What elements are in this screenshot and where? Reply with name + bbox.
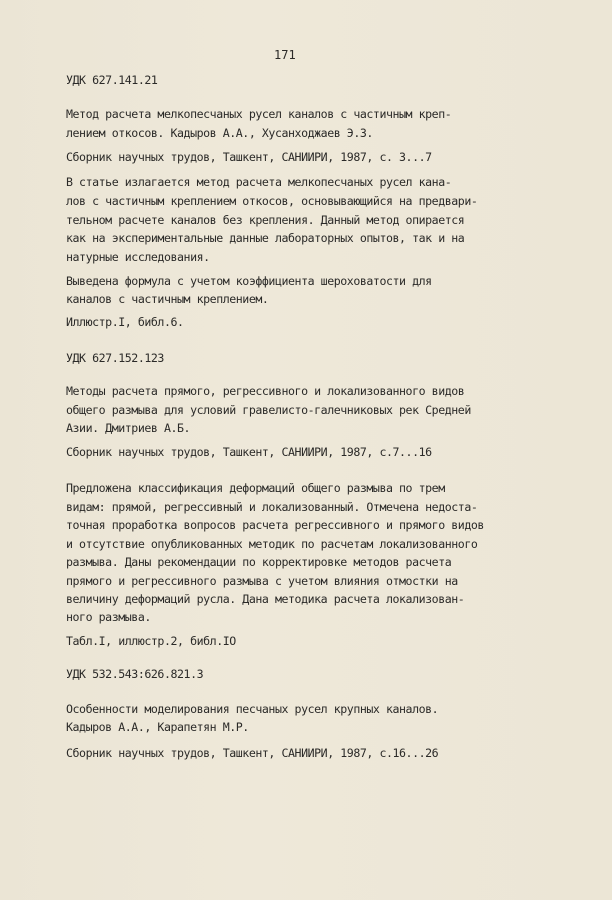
title-line: Особенности моделирования песчаных русел крупных каналов. <box>66 702 439 716</box>
abstract-line: Предложена классификация деформаций общего размыва по трем <box>66 481 445 495</box>
source-line: Сборник научных трудов, Ташкент, САНИИРИ, 1987, с.7...16 <box>66 445 432 459</box>
abstract-line: прямого и регрессивного размыва с учетом влияния отмостки на <box>66 574 458 588</box>
abstract-line: размыва. Даны рекомендации по корректировке методов расчета <box>66 555 452 569</box>
biblio-line: Иллюстр.I, библ.6. <box>66 315 184 329</box>
title-line: Азии. Дмитриев А.Б. <box>66 421 191 435</box>
udc-code: УДК 627.152.123 <box>66 351 164 365</box>
abstract-line: натурные исследования. <box>66 250 210 264</box>
abstract-line: В статье излагается метод расчета мелкопесчаных русел кана- <box>66 175 452 189</box>
udc-code: УДК 532.543:626.821.3 <box>66 667 204 681</box>
source-line: Сборник научных трудов, Ташкент, САНИИРИ, 1987, с.16...26 <box>66 746 439 760</box>
abstract-line: видам: прямой, регрессивный и локализованный. Отмечена недоста- <box>66 500 478 514</box>
abstract-line: лов с частичным креплением откосов, основывающийся на предвари- <box>66 194 478 208</box>
title-line: общего размыва для условий гравелисто-галечниковых рек Средней <box>66 403 471 417</box>
udc-code: УДК 627.141.21 <box>66 73 158 87</box>
title-line: лением откосов. Кадыров А.А., Хусанходжаев Э.З. <box>66 126 373 140</box>
title-line: Кадыров А.А., Карапетян М.Р. <box>66 720 249 734</box>
abstract-line: каналов с частичным креплением. <box>66 292 269 306</box>
abstract-line: как на экспериментальные данные лабораторных опытов, так и на <box>66 231 465 245</box>
abstract-line: и отсутствие опубликованных методик по расчетам локализованного <box>66 537 478 551</box>
abstract-line: Выведена формула с учетом коэффициента шероховатости для <box>66 274 432 288</box>
title-line: Метод расчета мелкопесчаных русел каналов с частичным креп- <box>66 107 452 121</box>
abstract-line: точная проработка вопросов расчета регрессивного и прямого видов <box>66 518 484 532</box>
source-line: Сборник научных трудов, Ташкент, САНИИРИ, 1987, с. 3...7 <box>66 150 432 164</box>
abstract-line: тельном расчете каналов без крепления. Данный метод опирается <box>66 213 465 227</box>
abstract-line: ного размыва. <box>66 610 151 624</box>
biblio-line: Табл.I, иллюстр.2, библ.IO <box>66 634 236 648</box>
abstract-line: величину деформаций русла. Дана методика расчета локализован- <box>66 592 465 606</box>
title-line: Методы расчета прямого, регрессивного и локализованного видов <box>66 384 465 398</box>
page-number: 171 <box>274 48 296 62</box>
